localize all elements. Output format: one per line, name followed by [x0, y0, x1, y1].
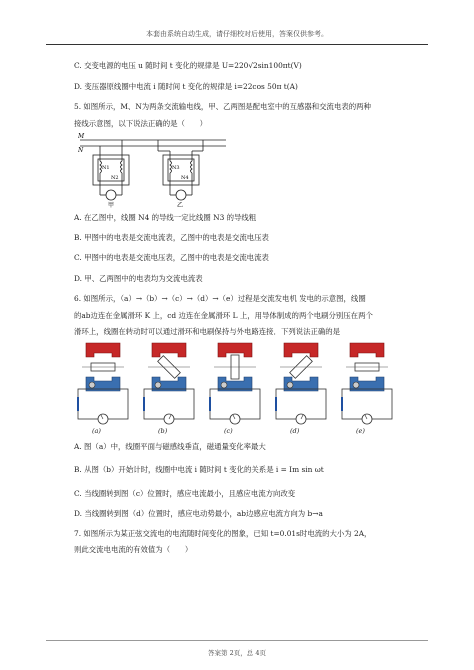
q6-figure [72, 339, 402, 439]
q5-option-d: D. 甲、乙两图中的电表均为交流电流表 [74, 274, 203, 283]
generator-panel [342, 343, 392, 424]
q5-stem-2: 接线示意图，以下说法正确的是（ ） [74, 119, 208, 128]
q6-option-b: B. 从图（b）开始计时，线圈中电流 i 随时间 t 变化的关系是 i = Im sin ωt [74, 465, 324, 474]
q5-figure [78, 131, 228, 209]
q7-stem-2: 则此交流电电流的有效值为（ ） [74, 545, 193, 554]
label-n2: N2 [111, 175, 119, 181]
generator-panel [210, 343, 260, 424]
header-notice: 本套由系统自动生成，请仔细校对后使用，答案仅供参考。 [146, 30, 328, 38]
label-n1: N1 [102, 165, 110, 171]
generator-panel [144, 343, 194, 424]
q7-stem-1: 7. 如图所示为某正弦交流电的电流随时间变化的图象，已知 t=0.01s时电流的大小为 2A， [74, 529, 372, 538]
q6-option-a: A. 图（a）中，线圈平面与磁感线垂直，磁通量变化率最大 [74, 442, 266, 451]
q6-stem-1: 6. 如图所示，（a）→（b）→（c）→（d）→（e）过程是交流发电机 发电的示意图，线圈 [74, 294, 366, 303]
option-d-prev: D. 变压器原线圈中电流 i 随时间 t 变化的规律是 i=22cos 50π t(A) [74, 82, 298, 91]
footer-divider [46, 640, 428, 641]
header-divider [46, 44, 428, 45]
caption-c: (c) [224, 427, 233, 435]
q6-stem-3: 滑环上，线圈在转动时可以通过滑环和电刷保持与外电路连接．下列说法正确的是 [74, 327, 341, 336]
label-n3: N3 [172, 165, 180, 171]
q6-figure-panels [72, 339, 402, 425]
q5-stem-1: 5. 如图所示，M、N为两条交流输电线，甲、乙两图是配电室中的互感器和交流电表的两种 [74, 102, 371, 111]
q5-option-a: A. 在乙图中，线圈 N4 的导线一定比线圈 N3 的导线粗 [74, 213, 257, 222]
option-c-prev: C. 交变电源的电压 u 随时间 t 变化的规律是 U=220√2sin100πt(V) [74, 61, 302, 70]
q5-option-c: C. 甲图中的电表是交流电压表，乙图中的电表是交流电流表 [74, 253, 269, 262]
label-n: N [78, 147, 84, 154]
q6-option-d: D. 当线圈转到图（d）位置时，感应电动势最小，ab边感应电流方向为 b→a [74, 509, 323, 518]
caption-e: (e) [356, 427, 365, 435]
caption-d: (d) [290, 427, 300, 435]
caption-yi: 乙 [177, 202, 184, 209]
label-n4: N4 [181, 175, 189, 181]
caption-b: (b) [158, 427, 168, 435]
caption-jia: 甲 [108, 202, 115, 209]
generator-panel [276, 343, 326, 424]
footer-page-number: 答案第 2页，总 4页 [208, 649, 266, 657]
q6-stem-2: 的ab边连在金属滑环 K 上，cd 边连在金属滑环 L 上，用导体制成的两个电刷分别压在两个 [74, 311, 373, 320]
label-m: M [78, 133, 85, 140]
caption-a: (a) [92, 427, 101, 435]
q6-option-c: C. 当线圈转到图（c）位置时，感应电流最小，且感应电流方向改变 [74, 489, 296, 498]
q5-option-b: B. 甲图中的电表是交流电流表，乙图中的电表是交流电压表 [74, 233, 269, 242]
generator-panel [78, 343, 128, 424]
